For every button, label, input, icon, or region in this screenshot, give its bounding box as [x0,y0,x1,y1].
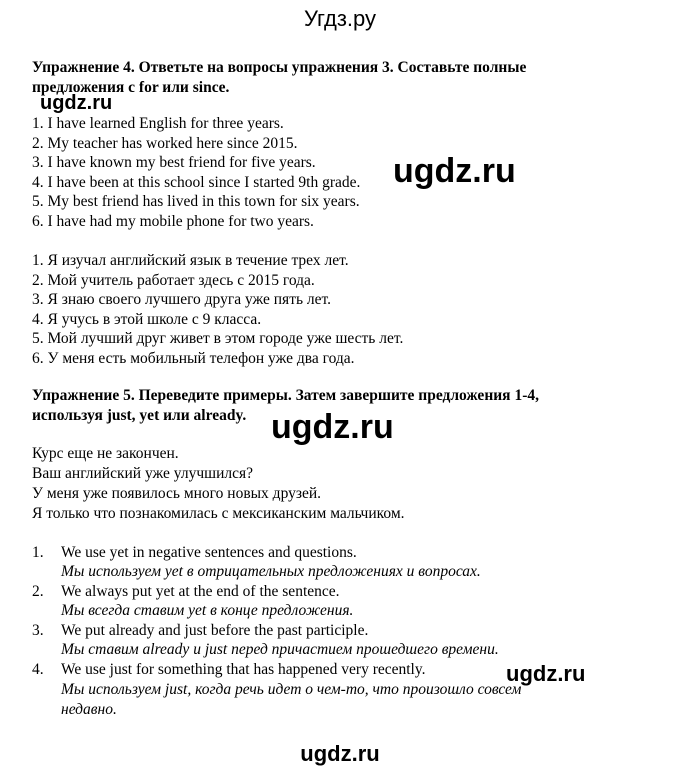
ex5-item-english: We always put yet at the end of the sentence. [61,583,340,600]
ex5-item-english: We use just for something that has happened very recently. [61,661,426,678]
ex5-example-2: Ваш английский уже улучшился? [32,465,253,482]
watermark: ugdz.ru [300,741,380,766]
watermark: ugdz.ru [506,661,586,686]
ex5-item-number: 1. [32,544,44,561]
ex5-item-russian: Мы используем yet в отрицательных предложениях и вопросах. [61,563,481,580]
ex4-english-4: 4. I have been at this school since I started 9th grade. [32,174,361,191]
ex5-item-number: 4. [32,661,44,678]
ex4-heading-line1: Упражнение 4. Ответьте на вопросы упражнения 3. Составьте полные [32,59,527,76]
ex4-heading-line2: предложения с for или since. [32,79,230,96]
ex5-item-russian: недавно. [61,701,117,718]
ex4-russian-2: 2. Мой учитель работает здесь с 2015 года. [32,272,315,289]
ex5-example-3: У меня уже появилось много новых друзей. [32,485,322,502]
ex5-item-number: 2. [32,583,44,600]
ex5-example-1: Курс еще не закончен. [32,445,179,462]
ex5-heading-line1: Упражнение 5. Переведите примеры. Затем завершите предложения 1-4, [32,387,539,404]
ex4-english-5: 5. My best friend has lived in this town for six years. [32,193,360,210]
ex5-item-english: We use yet in negative sentences and questions. [61,544,357,561]
ex5-example-4: Я только что познакомилась с мексиканским мальчиком. [32,505,405,522]
ex5-item-english: We put already and just before the past participle. [61,622,369,639]
site-title: Угдз.ру [303,6,377,31]
watermark: ugdz.ru [40,92,113,114]
ex4-russian-5: 5. Мой лучший друг живет в этом городе уже шесть лет. [32,330,404,347]
watermark: ugdz.ru [393,152,516,190]
ex5-heading-line2: используя just, yet или already. [32,407,247,424]
ex4-english-1: 1. I have learned English for three years. [32,115,284,132]
ex4-english-3: 3. I have known my best friend for five years. [32,154,316,171]
ex4-russian-6: 6. У меня есть мобильный телефон уже два года. [32,350,355,367]
ex4-english-2: 2. My teacher has worked here since 2015. [32,135,298,152]
ex4-russian-1: 1. Я изучал английский язык в течение трех лет. [32,252,349,269]
ex4-russian-4: 4. Я учусь в этой школе с 9 класса. [32,311,262,328]
ex4-russian-3: 3. Я знаю своего лучшего друга уже пять лет. [32,291,332,308]
ex5-item-russian: Мы используем just, когда речь идет о чем-то, что произошло совсем [61,681,522,698]
ex5-item-number: 3. [32,622,44,639]
ex5-item-russian: Мы ставим already и just перед причастием прошедшего времени. [61,641,499,658]
ex5-item-russian: Мы всегда ставим yet в конце предложения. [61,602,354,619]
watermark: ugdz.ru [271,408,394,446]
ex4-english-6: 6. I have had my mobile phone for two years. [32,213,314,230]
